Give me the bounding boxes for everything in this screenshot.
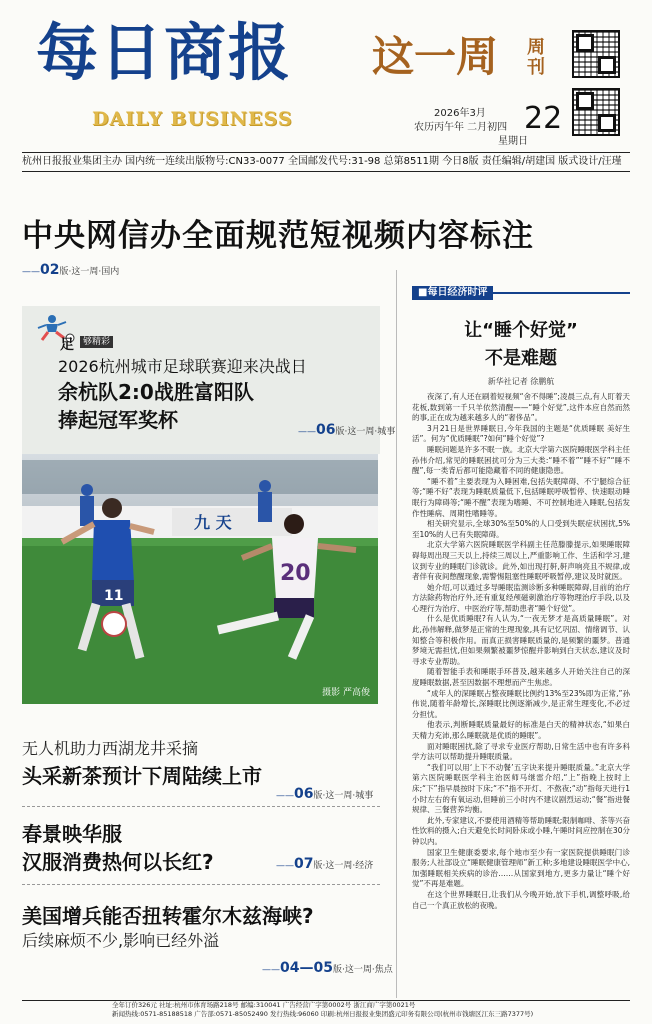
qr-code-icon: [572, 88, 620, 136]
sports-title-line2: 捧起冠军奖杯: [58, 408, 178, 432]
weekday: 星期日: [498, 136, 528, 147]
football-match-photo: [22, 454, 378, 704]
divider: [22, 884, 380, 885]
column-paragraph: 3月21日是世界睡眠日,今年我国的主题是“优质睡眠 美好生活”。何为“优质睡眠”?如何“睡个好觉”?: [412, 423, 630, 444]
column-paragraph: 在这个世界睡眠日,让我们从今晚开始,放下手机,调整呼吸,给自己一个真正放松的夜晚。: [412, 889, 630, 910]
column-paragraph: “我们可以用‘上下不动餐’五字诀来提升睡眠质量。”北京大学第六医院睡眠医学科主治医师马继雷介绍,“上”指晚上按时上床;“下”指早晨按时下床;“不”指不开灯、不熬夜;“动”指每天进行1小时左右的有氧运动,但睡前三小时内不建议剧烈运动;“餐”指进餐规律、三餐营养均衡。: [412, 762, 630, 815]
qr-code-icon: [572, 30, 620, 78]
story-drone-kicker[interactable]: 无人机助力西湖龙井采摘: [22, 739, 199, 758]
section-char: 足: [60, 337, 74, 353]
column-paragraph: 她介绍,可以通过多导睡眠监测诊断多种睡眠障碍,目前的治疗方法除药物治疗外,还有重复经颅磁刺激治疗等物理治疗手段,以及心理行为治疗、中医治疗等,帮助患者“睡个好觉”。: [412, 582, 630, 613]
sports-feature[interactable]: [22, 306, 396, 454]
supplement-title: 这一周: [372, 32, 499, 81]
footer: [22, 1000, 630, 1020]
column-paragraph: 夜深了,有人还在刷着短视频“舍不得睡”;凌晨三点,有人盯着天花板,数到第一千只羊依然清醒——“睡个好觉”,这件本应自然而然的事,正在成为越来越多人的“奢侈品”。: [412, 392, 630, 423]
page-number: 04—05: [280, 960, 333, 976]
column-paragraph: 什么是优质睡眠?有人认为,“一夜无梦才是高质量睡眠”。对此,孙伟解释,做梦是正常的生理现象,具有记忆巩固、情绪调节、认知整合等积极作用。而真正损害睡眠质量的,是频繁的噩梦。普通梦境无需担忧,但如果频繁被噩梦惊醒并影响到白天状态,建议及时寻求专业帮助。: [412, 614, 630, 666]
sports-title-line1: 余杭队2:0战胜富阳队: [58, 380, 254, 404]
sports-kicker: 2026杭州城市足球联赛迎来决战日: [58, 357, 307, 376]
footer-line1: 全年订价326元 社址:杭州市体育场路218号 邮编:310041 广告经营广字第0002号 浙江商广字第0021号: [112, 1001, 416, 1009]
story-hormuz-title[interactable]: 美国增兵能否扭转霍尔木兹海峡?: [22, 904, 314, 928]
sports-page-ref[interactable]: ——06版·这一周·城事: [298, 422, 396, 438]
column-header: [412, 286, 630, 300]
newspaper-title-en: DAILY BUSINESS: [92, 108, 293, 130]
column-paragraph: 睡眠问题是许多不眠一族。北京大学第六医院睡眠医学科主任孙伟介绍,常见的睡眠困扰可分为三大类:“睡不着”“睡不好”“睡不醒”,每一类背后都可能隐藏着不同的健康隐患。: [412, 444, 630, 476]
page-number: 07: [294, 856, 314, 872]
issue-date: 2026年3月: [434, 108, 486, 119]
column-paragraph: 随着智能手表和睡眠手环普及,越来越多人开始关注自己的深度睡眠数据,甚至因数据不理想而产生焦虑。: [412, 667, 630, 688]
story-hanfu-page-ref[interactable]: ——07版·这一周·经济: [276, 856, 374, 872]
lead-page-ref[interactable]: ——02版·这一周·国内: [22, 262, 120, 278]
page-number: 06: [316, 422, 336, 438]
story-drone-page-ref[interactable]: ——06版·这一周·城事: [276, 786, 374, 802]
lead-headline[interactable]: 中央网信办全面规范短视频内容标注: [22, 218, 534, 254]
column-paragraph: “睡不着”主要表现为入睡困难,包括失眠障碍、不宁腿综合征等;“睡不好”表现为睡眠质量低下,包括睡眠呼吸暂停、快速眼动睡眠行为障碍等;“睡不醒”表现为嗜睡、不可控制地进入睡眠,包括发作性睡病、周期性嗜睡等。: [412, 476, 630, 518]
divider: [22, 806, 380, 807]
story-hanfu-title-line2[interactable]: 汉服消费热何以长红?: [22, 850, 214, 874]
page-label: 版·这一周·焦点: [332, 965, 393, 975]
newspaper-title: 每日商报: [36, 16, 293, 89]
column-paragraph: 国家卫生健康委要求,每个地市至少有一家医院提供睡眠门诊服务;人社部设立“睡眠健康管理师”新工种;多地建设睡眠医学中心,加强睡眠相关疾病的诊治……从国家到地方,更多力量让“睡个好觉”不再是难题。: [412, 847, 630, 889]
column-tag: ■每日经济时评: [412, 286, 493, 300]
story-hormuz-subtitle[interactable]: 后续麻烦不少,影响已经外溢: [22, 931, 220, 950]
column-paragraph: 此外,专家建议,不要使用酒精等帮助睡眠;限制咖啡、茶等兴奋性饮料的摄入;白天避免长时间卧床或小睡,午睡时间应控制在30分钟以内。: [412, 815, 630, 846]
column-paragraph: “成年人的深睡眠占整夜睡眠比例约13%至23%即为正常,”孙伟说,随着年龄增长,深睡眠比例逐渐减少,是正常生理变化,不必过分担忧。: [412, 688, 630, 719]
column-body: [412, 392, 630, 992]
publication-info-bar: 杭州日报报业集团主办 国内统一连续出版物号:CN33-0077 全国邮发代号:31-98 总第8511期 今日8版 责任编辑/胡建国 版式设计/汪瑾: [22, 152, 630, 172]
svg-text:20: 20: [280, 561, 311, 586]
page-label: 版·这一周·经济: [313, 861, 374, 871]
column-divider: [396, 270, 397, 998]
column-paragraph: 他表示,判断睡眠质量最好的标准是白天的精神状态,“如果白天精力充沛,那么睡眠就是优质的睡眠”。: [412, 720, 630, 740]
section-tag: 够精彩: [80, 336, 113, 348]
column-paragraph: 面对睡眠困扰,除了寻求专业医疗帮助,日常生活中也有许多科学方法可以帮助提升睡眠质量。: [412, 741, 630, 762]
page-number: 02: [40, 262, 60, 278]
page-label: 版·这一周·国内: [59, 267, 120, 277]
story-hanfu-title-line1[interactable]: 春景映华服: [22, 822, 122, 846]
column-paragraph: 相关研究显示,全球30%至50%的人口受到失眠症状困扰,5%至10%的人已有失眠障碍。: [412, 519, 630, 539]
page-number: 06: [294, 786, 314, 802]
match-scene-illustration: [22, 454, 378, 704]
masthead: [0, 0, 652, 150]
story-hormuz-page-ref[interactable]: ——04—05版·这一周·焦点: [262, 960, 393, 976]
photo-credit: 摄影 严高俊: [322, 688, 370, 698]
lunar-date: 农历丙午年 二月初四: [414, 122, 508, 133]
issue-day: 22: [524, 101, 563, 136]
column-paragraph: 北京大学第六医院睡眠医学科副主任范滕滕提示,如果睡眠障碍每周出现三天以上,持续三周以上,严重影响工作、生活和学习,建议到专业的睡眠门诊就诊。此外,如出现打鼾,鼾声响亮且不规律,或者伴有夜间憋醒现象,需警惕阻塞性睡眠呼吸暂停,建议及时就医。: [412, 540, 630, 582]
svg-text:九 天: 九 天: [194, 513, 232, 532]
story-drone-title[interactable]: 头采新茶预计下周陆续上市: [22, 764, 262, 788]
footer-line2: 新闻热线:0571-85188518 广告部:0571-85052490 发行热线:96060 印刷:杭州日报报业集团盛元印务有限公司(杭州市钱塘区江东三路7377号): [112, 1010, 534, 1018]
column-title-line2[interactable]: 不是难题: [485, 348, 557, 369]
svg-text:11: 11: [104, 588, 124, 604]
page-label: 版·这一周·城事: [335, 427, 396, 437]
column-title-line1[interactable]: 让“睡个好觉”: [464, 320, 578, 341]
supplement-subtitle: 周刊: [527, 37, 545, 78]
column-author: 新华社记者 徐鹏航: [487, 377, 555, 386]
page-label: 版·这一周·城事: [313, 791, 374, 801]
